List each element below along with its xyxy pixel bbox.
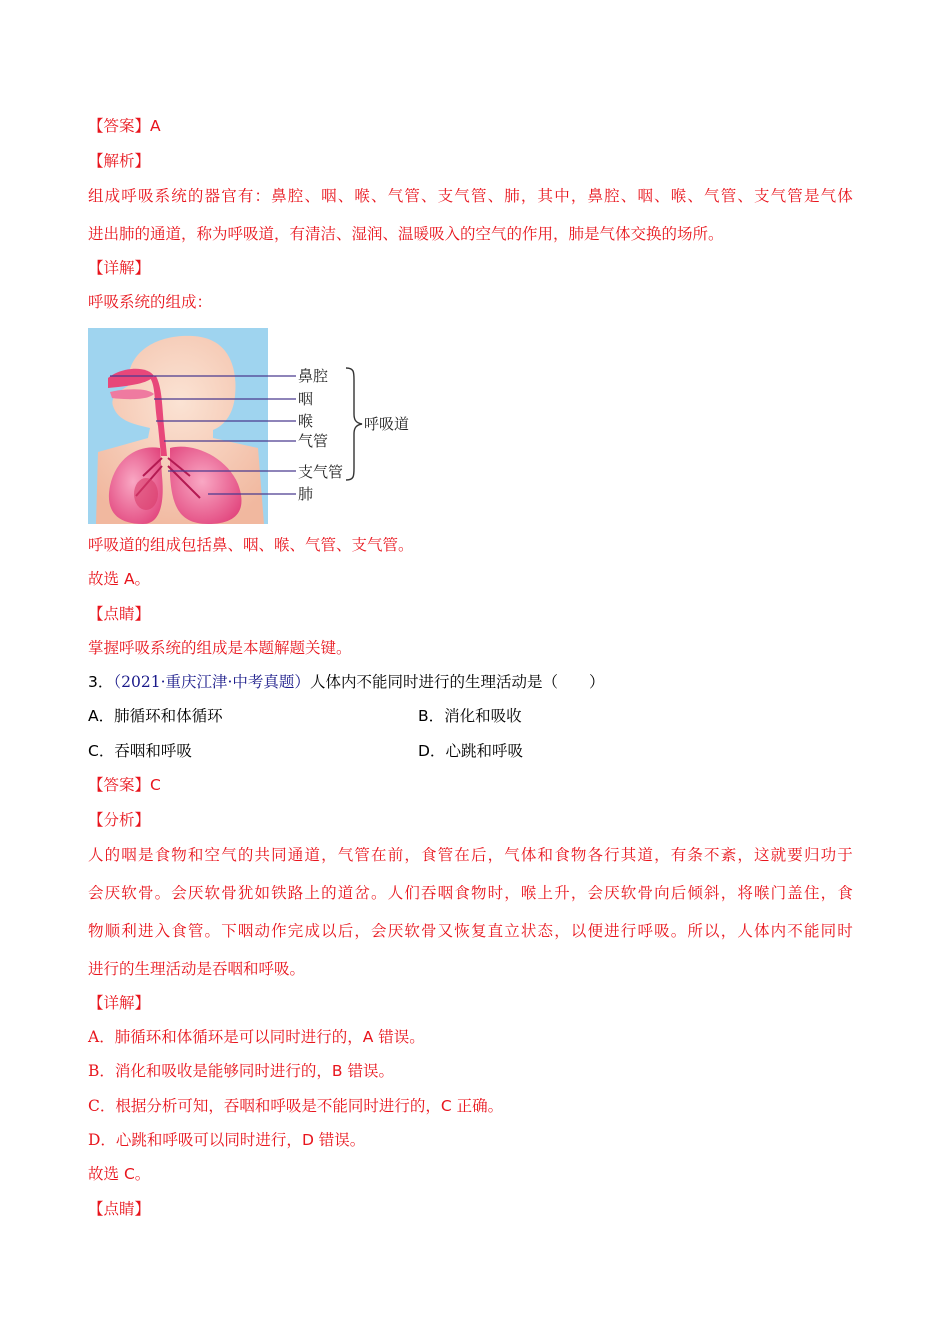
detail-tag: 【详解】 [88,259,151,277]
question-source: （2021·重庆江津·中考真题） [113,673,310,691]
choice-line: 故选 C。 [88,1165,151,1183]
analysis-tag: 【解析】 [88,152,151,170]
choice-letter: A [123,570,135,588]
choice-letter: C [123,1165,135,1183]
tip-tag: 【点睛】 [88,605,151,623]
choice-line: 故选 A。 [88,570,151,588]
option-d[interactable]: D．心跳和呼吸 [418,742,523,760]
respiratory-system-figure [88,326,418,526]
analysis-text: 组成呼吸系统的器官有：鼻腔、咽、喉、气管、支气管、肺，其中，鼻腔、咽、喉、气管、支气管是气体 [88,187,854,205]
analysis-text: 会厌软骨。会厌软骨犹如铁路上的道岔。人们吞咽食物时，喉上升，会厌软骨向后倾斜，将喉门盖住，食 [88,884,854,902]
analysis-tag: 【分析】 [88,811,151,829]
analysis-text: 进行的生理活动是吞咽和呼吸。 [88,960,306,978]
label-lung: 肺 [298,485,314,503]
detail-item-b: B．消化和吸收是能够同时进行的，B 错误。 [88,1062,394,1080]
airway-brace [346,368,362,480]
label-bronchi: 支气管 [298,463,344,481]
analysis-text: 物顺利进入食管。下咽动作完成以后，会厌软骨又恢复直立状态，以便进行呼吸。所以，人体内不能同时 [88,922,854,940]
detail-intro: 呼吸系统的组成： [88,293,213,311]
answer-tag: 【答案】 [88,117,151,135]
label-larynx: 喉 [298,412,314,430]
answer-tag: 【答案】 [88,776,151,794]
analysis-text: 人的咽是食物和空气的共同通道，气管在前，食管在后，气体和食物各行其道，有条不紊，这就要归功于 [88,846,854,864]
label-nasal: 鼻腔 [298,367,329,385]
detail-item-c: C．根据分析可知，吞咽和呼吸是不能同时进行的，C 正确。 [88,1097,504,1115]
detail-tag: 【详解】 [88,994,151,1012]
answer-value: A [150,117,161,135]
answer-line [88,775,161,795]
detail-item-d: D．心跳和呼吸可以同时进行，D 错误。 [88,1131,366,1149]
tip-text: 掌握呼吸系统的组成是本题解题关键。 [88,639,352,657]
option-b[interactable]: B．消化和吸收 [418,707,522,725]
question-number: 3． [88,673,114,691]
question-stem [88,672,604,692]
label-airway: 呼吸道 [364,415,410,433]
label-trachea: 气管 [298,432,329,450]
option-a[interactable]: A．肺循环和体循环 [88,707,223,725]
answer-value: C [150,776,161,794]
detail-summary: 呼吸道的组成包括鼻、咽、喉、气管、支气管。 [88,536,414,554]
analysis-text: 进出肺的通道，称为呼吸道，有清洁、湿润、温暖吸入的空气的作用，肺是气体交换的场所。 [88,225,724,243]
option-c[interactable]: C．吞咽和呼吸 [88,742,192,760]
label-pharynx: 咽 [298,390,314,408]
answer-line [88,116,161,136]
detail-item-a: A．肺循环和体循环是可以同时进行的，A 错误。 [88,1028,425,1046]
question-text: 人体内不能同时进行的生理活动是（ ） [309,673,605,691]
heart [134,478,158,510]
tip-tag: 【点睛】 [88,1200,151,1218]
